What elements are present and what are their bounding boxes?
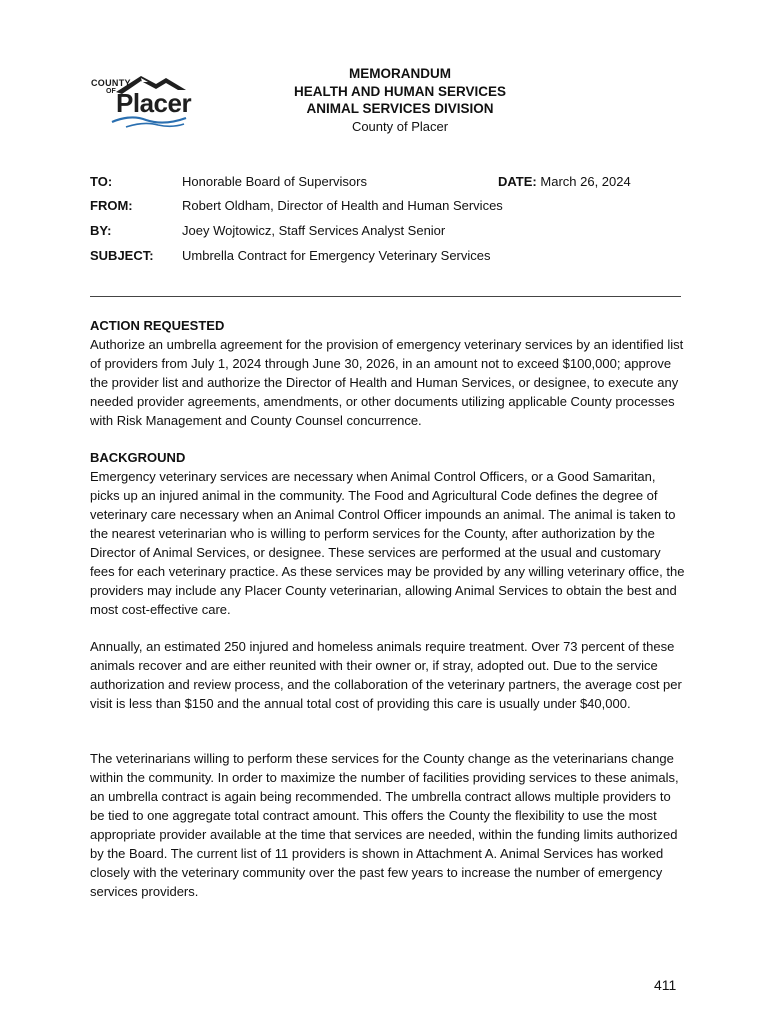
action-requested-text: Authorize an umbrella agreement for the provision of emergency veterinary services by an identified list of providers from July 1, 2024 through June 30, 2026, in an amount not to exceed $100,000; approve the provider list and authorize the Director of Health and Human Services, or designee, to execute any needed provider agreements, amendments, or other documents utilizing applicable County processes with Risk Management and County Counsel concurrence. <box>90 337 684 428</box>
background-heading: BACKGROUND <box>90 450 186 465</box>
date-value: March 26, 2024 <box>540 174 631 189</box>
date-label: DATE: <box>498 174 537 189</box>
county-subtitle: County of Placer <box>351 119 449 134</box>
subject-label: SUBJECT: <box>90 248 154 263</box>
subject-value: Umbrella Contract for Emergency Veterinary Services <box>182 248 491 263</box>
background-paragraph-1: Emergency veterinary services are necessary when Animal Control Officers, or a Good Samaritan, picks up an injured animal in the community. The Food and Agricultural Code defines the degree of veterinary care necessary when an Animal Control Officer impounds an animal. The animal is taken to the nearest veterinarian who is willing to perform services for the County, after authorization by the Director of Animal Services, or designee. These services are performed at the usual and customary fees for each veterinary practice. As these services may be provided by any willing veterinary office, the providers may include any Placer County veterinarian, allowing Animal Services to obtain the best and most cost-effective care. <box>90 469 685 617</box>
department-title: HEALTH AND HUMAN SERVICES <box>293 84 506 99</box>
from-value: Robert Oldham, Director of Health and Human Services <box>182 198 503 213</box>
by-label: BY: <box>90 223 112 238</box>
logo-of-text: OF <box>106 88 116 95</box>
logo-county-text: COUNTY <box>91 78 131 88</box>
page-number: 411 <box>654 977 677 993</box>
to-value: Honorable Board of Supervisors <box>182 174 367 189</box>
division-title: ANIMAL SERVICES DIVISION <box>306 101 494 116</box>
background-paragraph-2: Annually, an estimated 250 injured and homeless animals require treatment. Over 73 percent of these animals recover and are either reunited with their owner or, if stray, adopted out. Due to the service authorization and review process, and the collaboration of the veterinary partners, the average cost per visit is less than $150 and the annual total cost of providing this care is usually under $40,000. <box>90 639 682 711</box>
county-logo <box>86 70 206 130</box>
action-requested-heading: ACTION REQUESTED <box>90 318 225 333</box>
background-paragraph-3: The veterinarians willing to perform these services for the County change as the veterinarians change within the community. In order to maximize the number of facilities providing services to these animals, an umbrella contract is again being recommended. The umbrella contract allows multiple providers to be tied to one aggregate total contract amount. This offers the County the flexibility to use the most appropriate provider available at the time that services are needed, within the funding limits authorized by the Board. The current list of 11 providers is shown in Attachment A. Animal Services has worked closely with the veterinary community over the past few years to increase the number of emergency services providers. <box>90 751 679 899</box>
action-requested-section <box>90 316 685 430</box>
divider <box>90 296 681 297</box>
from-label: FROM: <box>90 198 133 213</box>
date-field <box>498 174 631 189</box>
logo-placer-text: Placer <box>116 88 192 118</box>
background-section <box>90 448 685 619</box>
by-value: Joey Wojtowicz, Staff Services Analyst Senior <box>182 223 446 238</box>
memo-title: MEMORANDUM <box>349 66 451 81</box>
to-label: TO: <box>90 174 113 189</box>
